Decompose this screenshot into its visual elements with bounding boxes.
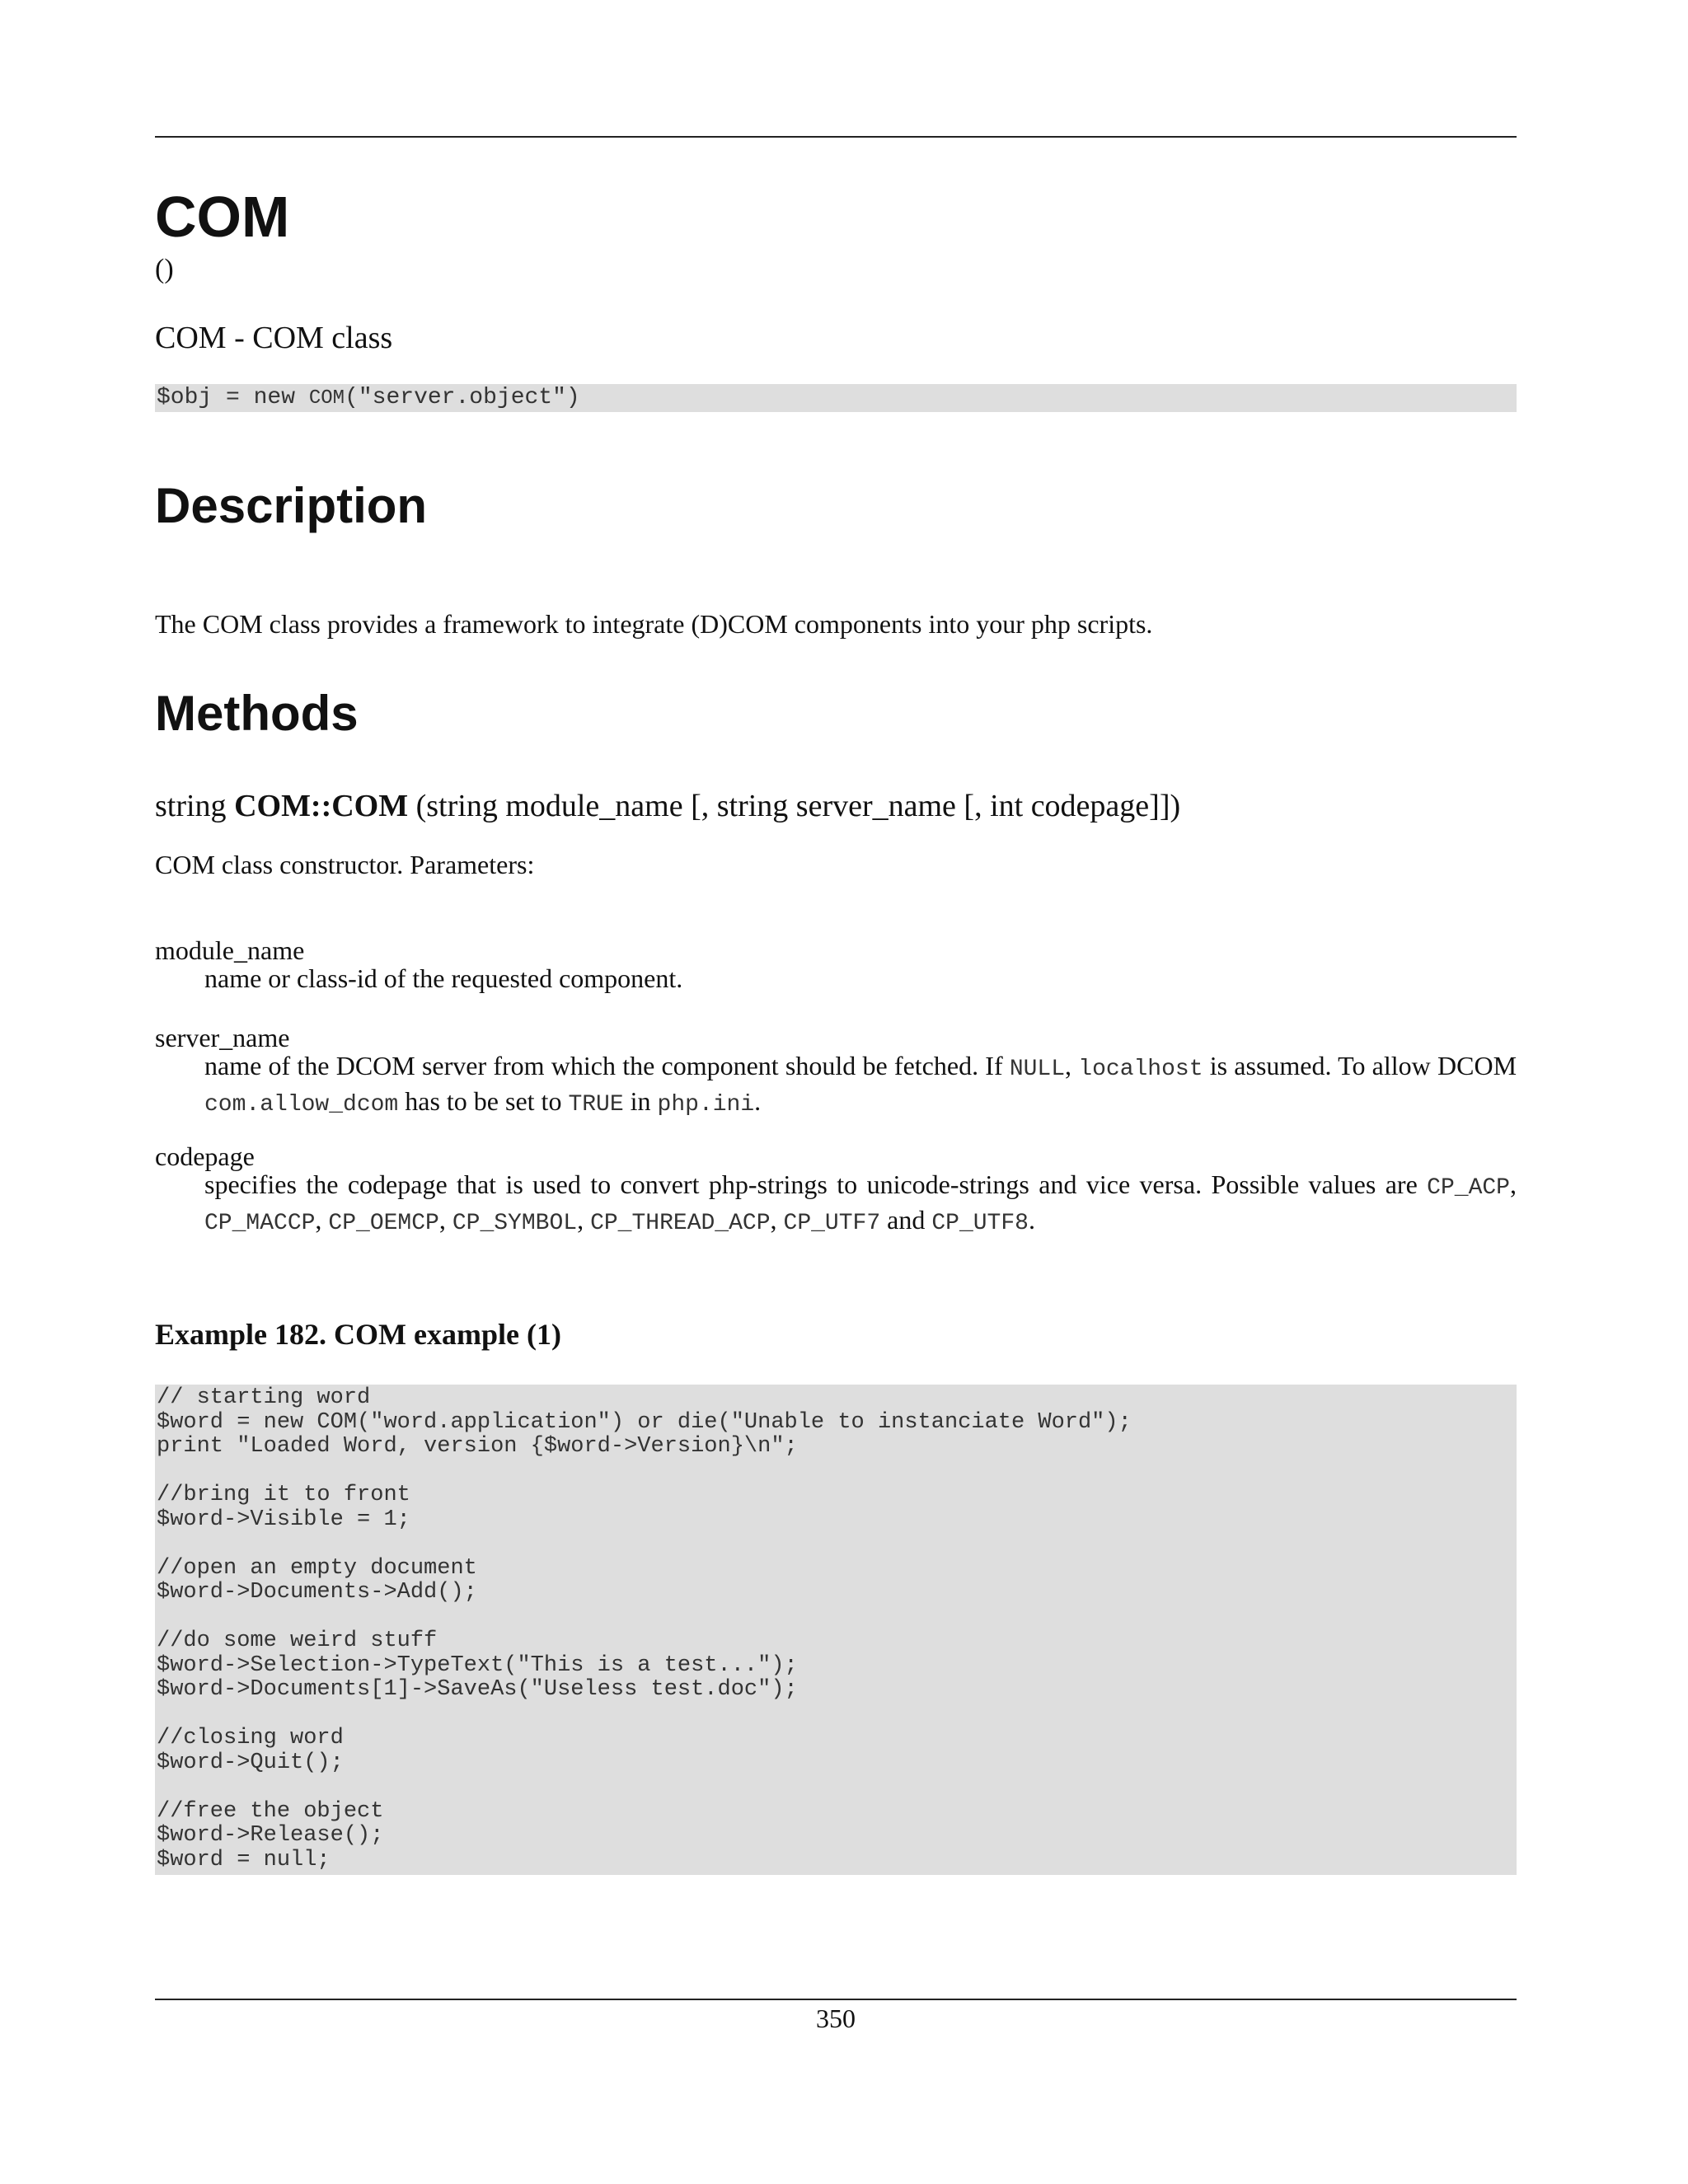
code-line: $word->Quit(); <box>157 1750 344 1775</box>
def-text: . <box>1028 1205 1035 1235</box>
code-line <box>157 1460 1517 1484</box>
const-cp-symbol: CP_SYMBOL <box>452 1211 578 1236</box>
def-and: and <box>880 1205 932 1235</box>
code-line: $word->Visible = 1; <box>157 1507 410 1532</box>
header-rule <box>155 136 1517 138</box>
page-title: COM <box>155 185 290 249</box>
code-line <box>157 1605 1517 1630</box>
method-signature <box>155 788 1180 826</box>
def-text: is assumed. To allow DCOM <box>1203 1051 1517 1080</box>
param-term-server-name: server_name <box>155 1023 290 1052</box>
code-line: $word->Release(); <box>157 1823 384 1848</box>
param-def-module-name: name or class-id of the requested component. <box>204 963 683 993</box>
ini-key: com.allow_dcom <box>204 1092 399 1118</box>
code-line: $word = new COM("word.application") or die("Unable to instanciate Word"); <box>157 1409 1132 1435</box>
def-separator: , <box>315 1205 329 1235</box>
def-separator: , <box>577 1205 591 1235</box>
def-separator: , <box>1510 1169 1517 1199</box>
code-line <box>157 1775 1517 1800</box>
footer-rule <box>155 1999 1517 2000</box>
code-line: //free the object <box>157 1798 384 1824</box>
code-line: $word->Selection->TypeText("This is a test..."); <box>157 1652 798 1678</box>
code-line: //closing word <box>157 1726 344 1750</box>
param-def-codepage <box>204 1169 1517 1240</box>
method-return-type: string <box>155 789 235 823</box>
code-line: //do some weird stuff <box>157 1629 438 1653</box>
code-line: //bring it to front <box>157 1483 410 1507</box>
def-text: name of the DCOM server from which the component should be fetched. If <box>204 1051 1010 1080</box>
def-text: specifies the codepage that is used to convert php-strings to unicode-strings and vice versa. Possible values are <box>204 1169 1428 1199</box>
const-cp-utf7: CP_UTF7 <box>783 1211 881 1236</box>
description-heading: Description <box>155 478 428 533</box>
const-true: TRUE <box>568 1092 624 1118</box>
ref-purpose: COM - COM class <box>155 321 393 355</box>
example-title: Example 182. COM example (1) <box>155 1318 561 1351</box>
def-text: . <box>754 1086 762 1116</box>
code-line <box>157 1703 1517 1727</box>
code-line: $word = null; <box>157 1847 331 1872</box>
def-text: in <box>623 1086 658 1116</box>
synopsis-class: COM <box>308 387 345 410</box>
def-separator: , <box>1065 1051 1079 1080</box>
def-separator: , <box>438 1205 452 1235</box>
example-code-block <box>155 1385 1517 1875</box>
synopsis-before: $obj = new <box>157 385 309 410</box>
const-cp-thread-acp: CP_THREAD_ACP <box>590 1211 771 1236</box>
param-term-codepage: codepage <box>155 1141 255 1171</box>
const-cp-maccp: CP_MACCP <box>204 1211 316 1236</box>
code-line <box>157 1532 1517 1557</box>
code-line: $word->Documents->Add(); <box>157 1580 477 1605</box>
synopsis-after: ("server.object") <box>345 385 580 410</box>
code-line: //open an empty document <box>157 1555 477 1581</box>
description-text: The COM class provides a framework to integrate (D)COM components into your php scripts. <box>155 609 1153 639</box>
value-localhost: localhost <box>1078 1057 1203 1082</box>
const-cp-acp: CP_ACP <box>1427 1175 1510 1201</box>
param-def-server-name <box>204 1050 1517 1121</box>
code-line: print "Loaded Word, version {$word->Version}\n"; <box>157 1434 798 1459</box>
method-params: (string module_name [, string server_name [, int codepage]]) <box>408 789 1181 823</box>
const-null: NULL <box>1009 1057 1066 1082</box>
def-separator: , <box>770 1205 784 1235</box>
methods-heading: Methods <box>155 686 359 741</box>
document-page <box>155 0 1517 2184</box>
page-number: 350 <box>816 2004 856 2033</box>
code-line: // starting word <box>157 1385 371 1410</box>
ini-file: php.ini <box>657 1092 755 1118</box>
code-line: $word->Documents[1]->SaveAs("Useless test.doc"); <box>157 1677 798 1702</box>
refname-parens: () <box>155 254 174 284</box>
method-name: COM::COM <box>234 789 409 823</box>
constructor-intro: COM class constructor. Parameters: <box>155 850 535 879</box>
const-cp-utf8: CP_UTF8 <box>931 1211 1029 1236</box>
param-term-module-name: module_name <box>155 935 305 965</box>
const-cp-oemcp: CP_OEMCP <box>328 1211 439 1236</box>
synopsis-code <box>155 384 1517 412</box>
def-text: has to be set to <box>398 1086 569 1116</box>
